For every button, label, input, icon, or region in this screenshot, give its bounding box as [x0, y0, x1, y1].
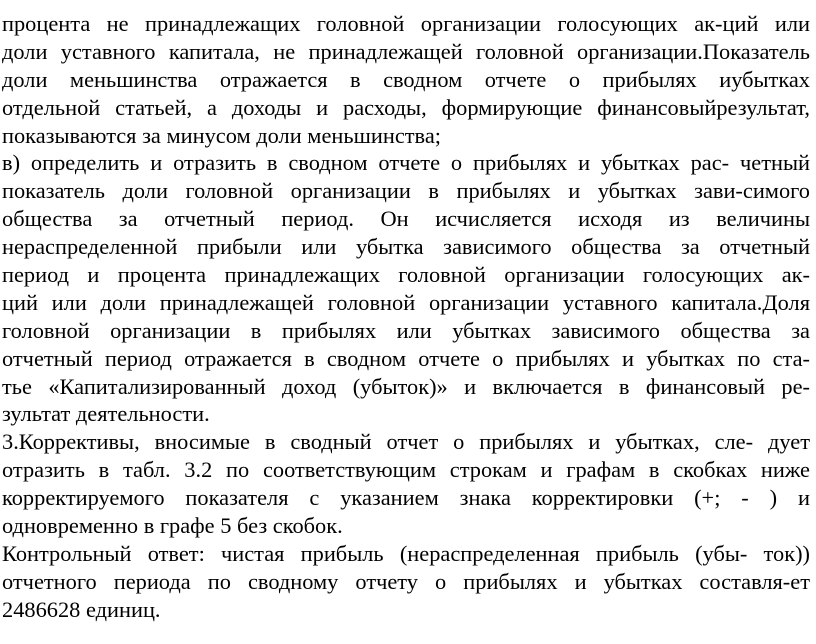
text-line: общества за отчетный период. Он исчисляется исходя из величины [2, 206, 810, 232]
text-line: в) определить и отразить в сводном отчете о прибылях и убытках рас- четный [2, 150, 810, 176]
text-line: зультат деятельности. [2, 401, 210, 427]
text-line: нераспределенной прибыли или убытка зависимого общества за отчетный [2, 234, 810, 260]
text-line: доли уставного капитала, не принадлежащей головной организации.Показатель [2, 38, 810, 64]
text-line: отчетного периода по сводному отчету о прибылях и убытках составля-ет [2, 568, 810, 594]
text-line: Контрольный ответ: чистая прибыль (нераспределенная прибыль (убы- ток)) [2, 540, 810, 566]
text-line: процента не принадлежащих головной организации голосующих ак-ций или [2, 11, 810, 36]
text-line: 2486628 единиц. [2, 596, 161, 622]
text-line: тье «Капитализированный доход (убыток)» и включается в финансовый ре- [2, 373, 810, 399]
text-line: головной организации в прибылях или убытках зависимого общества за [2, 317, 810, 343]
text-line: отчетный период отражается в сводном отчете о прибылях и убытках по ста- [2, 345, 810, 371]
text-line: корректируемого показателя с указанием знака корректировки (+; - ) и [2, 485, 810, 511]
text-line: доли меньшинства отражается в сводном отчете о прибылях иубытках [2, 66, 810, 92]
text-line: период и процента принадлежащих головной организации голосующих ак- [2, 262, 810, 288]
text-line: показатель доли головной организации в прибылях и убытках зави-симого [2, 178, 810, 204]
text-line: ций или доли принадлежащей головной организации уставного капитала.Доля [2, 289, 810, 315]
text-line: отразить в табл. 3.2 по соответствующим строкам и графам в скобках ниже [2, 457, 810, 483]
text-line: отдельной статьей, а доходы и расходы, формирующие финансовыйрезультат, [2, 94, 810, 120]
text-line: 3.Коррективы, вносимые в сводный отчет о прибылях и убытках, сле- дует [2, 429, 810, 455]
text-line: одновременно в графе 5 без скобок. [2, 513, 343, 539]
text-line: показываются за минусом доли меньшинства; [2, 122, 441, 148]
